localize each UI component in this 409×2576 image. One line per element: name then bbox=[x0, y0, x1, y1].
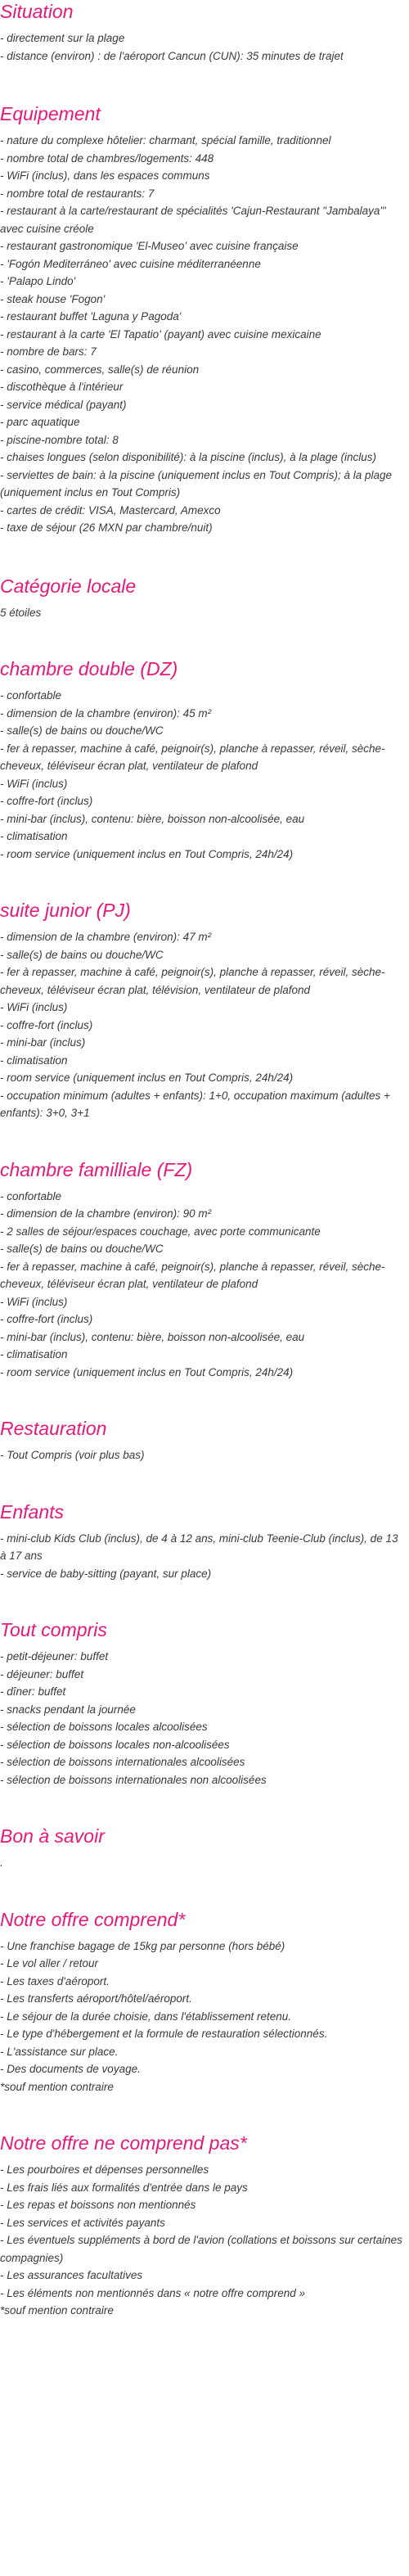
list-item: - petit-déjeuner: buffet bbox=[0, 1650, 109, 1662]
list-item: - Les taxes d'aéroport. bbox=[0, 1974, 110, 1987]
section-title-chambre-familliale: chambre familliale (FZ) bbox=[0, 1158, 193, 1180]
list-item: - Les éléments non mentionnés dans « notre offre comprend » bbox=[0, 2286, 305, 2299]
list-item: - restaurant gastronomique 'El-Museo' avec cuisine française bbox=[0, 240, 299, 252]
list-item: - salle(s) de bains ou douche/WC bbox=[0, 1243, 164, 1255]
list-item: - Les éventuels suppléments à bord de l'avion (collations et boissons sur certaines compagnies) bbox=[0, 2234, 402, 2264]
list-item: - nombre de bars: 7 bbox=[0, 345, 97, 358]
section-title-bon-a-savoir: Bon à savoir bbox=[0, 1825, 105, 1847]
list-item: - nombre total de chambres/logements: 448 bbox=[0, 151, 214, 165]
section-body-chambre-double bbox=[0, 687, 404, 863]
section-body-situation bbox=[0, 29, 404, 65]
section-offre-comprend bbox=[0, 1908, 404, 2096]
section-title-chambre-double: chambre double (DZ) bbox=[0, 658, 178, 679]
section-body-chambre-familliale bbox=[0, 1188, 404, 1382]
list-item: - casino, commerces, salle(s) de réunion bbox=[0, 363, 200, 376]
section-title-situation: Situation bbox=[0, 1, 74, 22]
list-item: - Le vol aller / retour bbox=[0, 1957, 99, 1969]
list-item: - confortable bbox=[0, 1189, 62, 1202]
section-title-restauration: Restauration bbox=[0, 1418, 107, 1439]
list-item: - WiFi (inclus) bbox=[0, 1295, 68, 1308]
list-item: - fer à repasser, machine à café, peignoir(s), planche à repasser, réveil, sèche-cheveux, téléviseur écran plat, télévision, ventilateur de plafond bbox=[0, 966, 385, 996]
list-item: - restaurant à la carte/restaurant de spécialités 'Cajun-Restaurant "Jambalaya"' avec cuisine créole bbox=[0, 205, 386, 235]
list-item: *souf mention contraire bbox=[0, 2304, 114, 2317]
section-body-categorie bbox=[0, 604, 404, 622]
section-restauration bbox=[0, 1417, 404, 1464]
list-item: - restaurant à la carte 'El Tapatio' (payant) avec cuisine mexicaine bbox=[0, 327, 321, 341]
section-body-bon-a-savoir bbox=[0, 1854, 404, 1872]
section-title-equipement: Equipement bbox=[0, 103, 101, 124]
section-spacer bbox=[0, 1872, 404, 1908]
list-item: - parc aquatique bbox=[0, 416, 80, 428]
section-spacer bbox=[0, 1789, 404, 1825]
section-title-tout-compris: Tout compris bbox=[0, 1619, 107, 1640]
list-item: - salle(s) de bains ou douche/WC bbox=[0, 724, 164, 737]
list-item: - snacks pendant la journée bbox=[0, 1703, 136, 1716]
list-item: - 2 salles de séjour/espaces couchage, avec porte communicante bbox=[0, 1225, 321, 1238]
list-item: - dimension de la chambre (environ): 47 m² bbox=[0, 931, 212, 943]
section-spacer bbox=[0, 537, 404, 575]
list-item: - restaurant buffet 'Laguna y Pagoda' bbox=[0, 310, 182, 323]
list-item: - nombre total de restaurants: 7 bbox=[0, 187, 155, 200]
list-item: - discothèque à l'intérieur bbox=[0, 381, 124, 393]
section-title-categorie: Catégorie locale bbox=[0, 575, 137, 597]
list-item: - distance (environ) : de l'aéroport Cancun (CUN): 35 minutes de trajet bbox=[0, 49, 344, 62]
list-item: - Les pourboires et dépenses personnelles bbox=[0, 2163, 209, 2176]
list-item: - climatisation bbox=[0, 1348, 68, 1360]
section-title-offre-ne-comprend-pas: Notre offre ne comprend pas* bbox=[0, 2132, 247, 2154]
list-item: - WiFi (inclus) bbox=[0, 1001, 68, 1013]
section-body-offre-ne-comprend-pas bbox=[0, 2161, 404, 2320]
section-categorie bbox=[0, 575, 404, 622]
section-body-tout-compris bbox=[0, 1648, 404, 1789]
section-situation bbox=[0, 0, 404, 65]
list-item: - WiFi (inclus) bbox=[0, 777, 68, 790]
list-item: - dîner: buffet bbox=[0, 1685, 66, 1698]
list-item: *souf mention contraire bbox=[0, 2080, 114, 2093]
list-item: - Les assurances facultatives bbox=[0, 2269, 143, 2281]
list-item: - Tout Compris (voir plus bas) bbox=[0, 1449, 145, 1461]
section-spacer bbox=[0, 1122, 404, 1158]
section-spacer bbox=[0, 863, 404, 899]
list-item: - service médical (payant) bbox=[0, 398, 127, 411]
section-body-suite-junior bbox=[0, 928, 404, 1122]
section-title-enfants: Enfants bbox=[0, 1500, 64, 1523]
list-item: - climatisation bbox=[0, 830, 68, 842]
list-item: - fer à repasser, machine à café, peignoir(s), planche à repasser, réveil, sèche-cheveux, téléviseur écran plat, ventilateur de plafond bbox=[0, 1260, 385, 1290]
section-spacer bbox=[0, 1582, 404, 1618]
section-title-suite-junior: suite junior (PJ) bbox=[0, 900, 131, 921]
list-item: - Les transferts aéroport/hôtel/aéroport. bbox=[0, 1992, 192, 2005]
section-equipement bbox=[0, 102, 404, 537]
section-offre-ne-comprend-pas bbox=[0, 2132, 404, 2320]
section-spacer bbox=[0, 1464, 404, 1500]
list-item: - dimension de la chambre (environ): 45 m² bbox=[0, 706, 212, 720]
list-item: - dimension de la chambre (environ): 90 m² bbox=[0, 1207, 212, 1220]
list-item: - nature du complexe hôtelier: charmant, spécial famille, traditionnel bbox=[0, 134, 331, 147]
list-item: - directement sur la plage bbox=[0, 32, 125, 44]
section-spacer bbox=[0, 1381, 404, 1417]
list-item: - Les repas et boissons non mentionnés bbox=[0, 2199, 196, 2211]
list-item: - service de baby-sitting (payant, sur place) bbox=[0, 1567, 212, 1580]
list-item: - Le séjour de la durée choisie, dans l'établissement retenu. bbox=[0, 2010, 292, 2023]
list-item: - L'assistance sur place. bbox=[0, 2045, 119, 2058]
list-item: - serviettes de bain: à la piscine (uniquement inclus en Tout Compris); à la plage (uniquement inclus en Tout Compris) bbox=[0, 468, 393, 499]
list-item: - mini-bar (inclus), contenu: bière, boisson non-alcoolisée, eau bbox=[0, 1330, 305, 1343]
list-item: - confortable bbox=[0, 689, 62, 702]
list-item: - mini-club Kids Club (inclus), de 4 à 12 ans, mini-club Teenie-Club (inclus), de 13 à 17 ans bbox=[0, 1532, 398, 1562]
list-item: - coffre-fort (inclus) bbox=[0, 1018, 93, 1031]
section-spacer bbox=[0, 65, 404, 102]
section-spacer bbox=[0, 621, 404, 657]
list-item: - room service (uniquement inclus en Tout Compris, 24h/24) bbox=[0, 1365, 294, 1378]
list-item: - Les services et activités payants bbox=[0, 2216, 165, 2229]
list-item: . bbox=[0, 1856, 3, 1869]
list-item: - mini-bar (inclus), contenu: bière, boisson non-alcoolisée, eau bbox=[0, 812, 305, 825]
list-item: - coffre-fort (inclus) bbox=[0, 1313, 93, 1325]
list-item: - Le type d'hébergement et la formule de restauration sélectionnés. bbox=[0, 2028, 328, 2040]
list-item: - 'Fogón Mediterráneo' avec cuisine méditerranéenne bbox=[0, 257, 261, 270]
section-spacer bbox=[0, 2096, 404, 2132]
list-item: - mini-bar (inclus) bbox=[0, 1036, 86, 1049]
section-body-equipement bbox=[0, 132, 404, 537]
section-title-offre-comprend: Notre offre comprend* bbox=[0, 1908, 186, 1930]
section-chambre-double bbox=[0, 657, 404, 863]
list-item: - cartes de crédit: VISA, Mastercard, Amexco bbox=[0, 503, 221, 517]
list-item: - chaises longues (selon disponibilité): à la piscine (inclus), à la plage (inclus) bbox=[0, 451, 376, 463]
list-item: - Une franchise bagage de 15kg par personne (hors bébé) bbox=[0, 1939, 285, 1952]
list-item: 5 étoiles bbox=[0, 606, 42, 619]
list-item: - sélection de boissons internationales non alcoolisées bbox=[0, 1773, 267, 1786]
list-item: - fer à repasser, machine à café, peignoir(s), planche à repasser, réveil, sèche-cheveux, téléviseur écran plat, ventilateur de plafond bbox=[0, 742, 385, 772]
list-item: - sélection de boissons locales alcoolisées bbox=[0, 1721, 208, 1733]
list-item: - 'Palapo Lindo' bbox=[0, 275, 76, 287]
list-item: - room service (uniquement inclus en Tout Compris, 24h/24) bbox=[0, 1071, 294, 1084]
section-body-enfants bbox=[0, 1530, 404, 1583]
section-enfants bbox=[0, 1500, 404, 1583]
list-item: - steak house 'Fogon' bbox=[0, 292, 106, 305]
list-item: - déjeuner: buffet bbox=[0, 1667, 84, 1680]
list-item: - Les frais liés aux formalités d'entrée dans le pays bbox=[0, 2181, 248, 2194]
list-item: - occupation minimum (adultes + enfants): 1+0, occupation maximum (adultes + enfants): 3+0, 3+1 bbox=[0, 1089, 390, 1119]
list-item: - climatisation bbox=[0, 1053, 68, 1067]
section-body-offre-comprend bbox=[0, 1938, 404, 2096]
list-item: - salle(s) de bains ou douche/WC bbox=[0, 948, 164, 961]
list-item: - sélection de boissons locales non-alcoolisées bbox=[0, 1738, 230, 1751]
list-item: - taxe de séjour (26 MXN par chambre/nuit) bbox=[0, 521, 213, 534]
section-tout-compris bbox=[0, 1618, 404, 1789]
list-item: - coffre-fort (inclus) bbox=[0, 795, 93, 807]
section-suite-junior bbox=[0, 899, 404, 1122]
list-item: - sélection de boissons internationales alcoolisées bbox=[0, 1756, 245, 1768]
list-item: - WiFi (inclus), dans les espaces communs bbox=[0, 169, 210, 182]
list-item: - Des documents de voyage. bbox=[0, 2063, 141, 2075]
list-item: - piscine-nombre total: 8 bbox=[0, 433, 119, 446]
section-body-restauration bbox=[0, 1446, 404, 1464]
section-bon-a-savoir bbox=[0, 1825, 404, 1872]
list-item: - room service (uniquement inclus en Tout Compris, 24h/24) bbox=[0, 847, 294, 860]
section-chambre-familliale bbox=[0, 1158, 404, 1382]
